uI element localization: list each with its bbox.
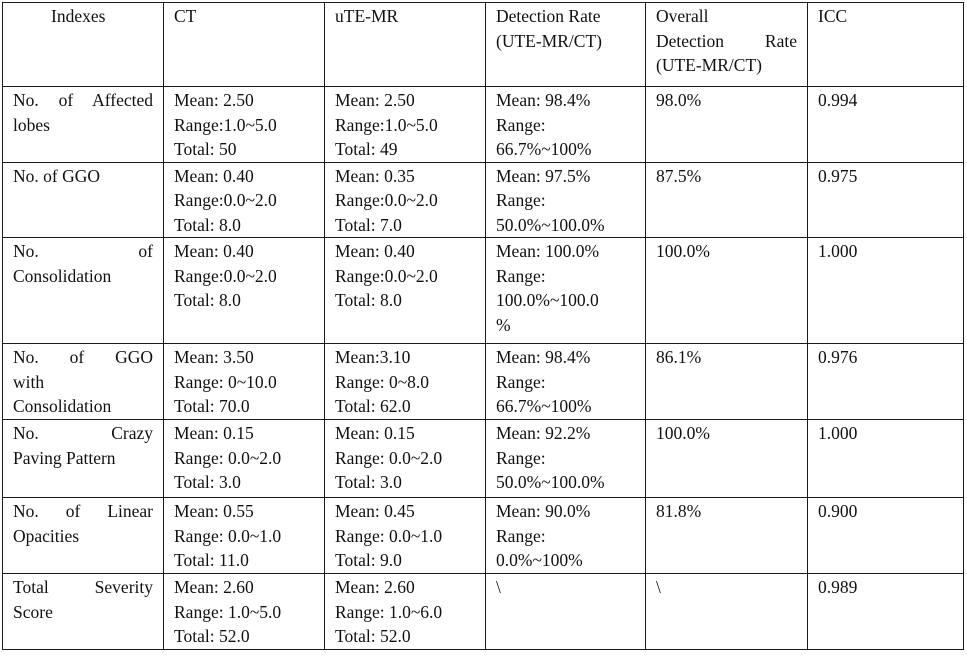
cell-ute-mr: Mean: 2.50 Range:1.0~5.0 Total: 49: [325, 87, 486, 163]
cell-overall-detection-rate: 98.0%: [646, 87, 808, 163]
cell-ct: Mean: 2.60 Range: 1.0~5.0 Total: 52.0: [164, 574, 325, 650]
cell-overall-detection-rate: 87.5%: [646, 162, 808, 238]
cell-overall-detection-rate: 81.8%: [646, 498, 808, 574]
row-index-label: No. of Linear Opacities: [3, 498, 164, 574]
header-row: [3, 3, 964, 87]
header-overall-detection-rate: Overall Detection Rate (UTE-MR/CT): [646, 3, 808, 87]
comparison-table: [2, 2, 964, 650]
cell-ute-mr: Mean: 0.45 Range: 0.0~1.0 Total: 9.0: [325, 498, 486, 574]
header-ct: CT: [164, 3, 325, 87]
cell-icc: 0.900: [808, 498, 964, 574]
table-row: [3, 162, 964, 238]
cell-overall-detection-rate: \: [646, 574, 808, 650]
cell-ute-mr: Mean:3.10 Range: 0~8.0 Total: 62.0: [325, 344, 486, 420]
cell-icc: 1.000: [808, 420, 964, 498]
cell-detection-rate: Mean: 97.5% Range: 50.0%~100.0%: [486, 162, 646, 238]
row-index-label: No. of GGO with Consolidation: [3, 344, 164, 420]
cell-icc: 1.000: [808, 238, 964, 344]
row-index-label: No. of GGO: [3, 162, 164, 238]
cell-overall-detection-rate: 100.0%: [646, 420, 808, 498]
cell-ct: Mean: 0.15 Range: 0.0~2.0 Total: 3.0: [164, 420, 325, 498]
table-row: [3, 420, 964, 498]
cell-overall-detection-rate: 86.1%: [646, 344, 808, 420]
cell-ute-mr: Mean: 2.60 Range: 1.0~6.0 Total: 52.0: [325, 574, 486, 650]
header-ute-mr: uTE-MR: [325, 3, 486, 87]
cell-ct: Mean: 3.50 Range: 0~10.0 Total: 70.0: [164, 344, 325, 420]
header-detection-rate: Detection Rate (UTE-MR/CT): [486, 3, 646, 87]
cell-detection-rate: Mean: 100.0% Range: 100.0%~100.0 %: [486, 238, 646, 344]
cell-ct: Mean: 2.50 Range:1.0~5.0 Total: 50: [164, 87, 325, 163]
cell-ute-mr: Mean: 0.40 Range:0.0~2.0 Total: 8.0: [325, 238, 486, 344]
cell-detection-rate: Mean: 98.4% Range: 66.7%~100%: [486, 87, 646, 163]
header-indexes: Indexes: [3, 3, 164, 87]
cell-detection-rate: Mean: 98.4% Range: 66.7%~100%: [486, 344, 646, 420]
cell-ct: Mean: 0.40 Range:0.0~2.0 Total: 8.0: [164, 162, 325, 238]
row-index-label: No. of Consolidation: [3, 238, 164, 344]
cell-icc: 0.994: [808, 87, 964, 163]
cell-ct: Mean: 0.55 Range: 0.0~1.0 Total: 11.0: [164, 498, 325, 574]
table-row: [3, 344, 964, 420]
row-index-label: No. of Affected lobes: [3, 87, 164, 163]
cell-detection-rate: Mean: 92.2% Range: 50.0%~100.0%: [486, 420, 646, 498]
cell-detection-rate: \: [486, 574, 646, 650]
cell-icc: 0.976: [808, 344, 964, 420]
cell-ute-mr: Mean: 0.15 Range: 0.0~2.0 Total: 3.0: [325, 420, 486, 498]
cell-overall-detection-rate: 100.0%: [646, 238, 808, 344]
row-index-label: Total Severity Score: [3, 574, 164, 650]
row-index-label: No. Crazy Paving Pattern: [3, 420, 164, 498]
cell-detection-rate: Mean: 90.0% Range: 0.0%~100%: [486, 498, 646, 574]
cell-icc: 0.989: [808, 574, 964, 650]
table-row: [3, 87, 964, 163]
cell-ct: Mean: 0.40 Range:0.0~2.0 Total: 8.0: [164, 238, 325, 344]
cell-ute-mr: Mean: 0.35 Range:0.0~2.0 Total: 7.0: [325, 162, 486, 238]
header-icc: ICC: [808, 3, 964, 87]
table-row: [3, 574, 964, 650]
table-row: [3, 238, 964, 344]
table-row: [3, 498, 964, 574]
cell-icc: 0.975: [808, 162, 964, 238]
